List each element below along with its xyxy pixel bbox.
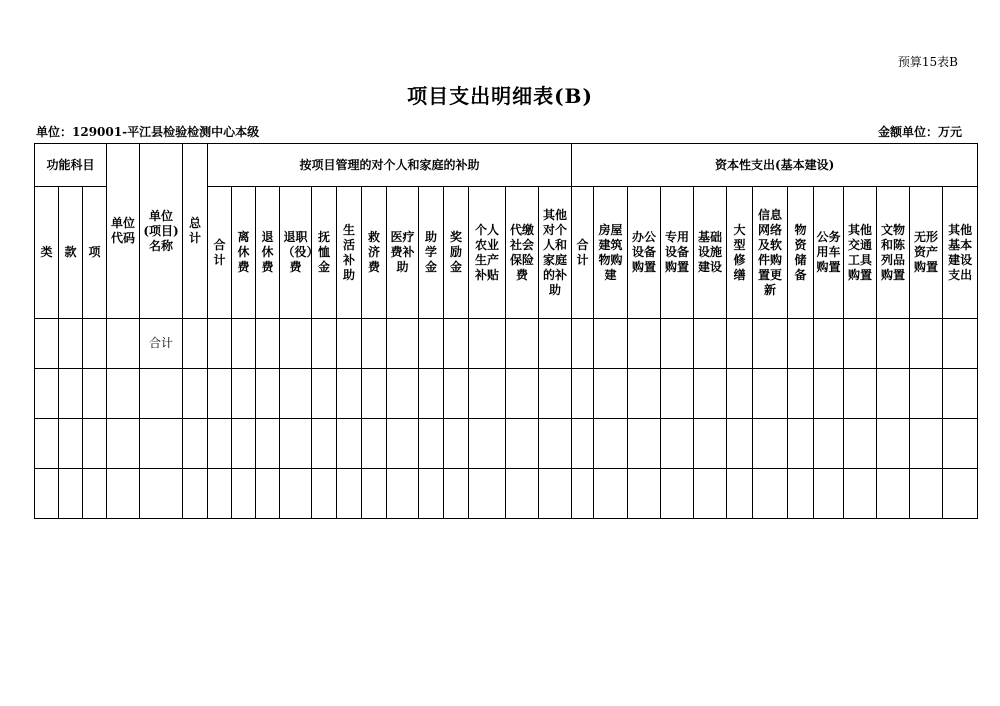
row-name-cell (140, 369, 183, 419)
unit-code-header: 单位代码 (107, 144, 140, 319)
expenditure-table (34, 143, 978, 519)
capital-col-header: 其他交通工具购置 (844, 187, 877, 319)
capital-expenditure-group-header: 资本性支出(基本建设) (572, 144, 978, 187)
row-name-cell: 合计 (140, 319, 183, 369)
row-name-cell (140, 469, 183, 519)
table-row (35, 319, 978, 369)
table-row (35, 369, 978, 419)
personal-col-header: 退职（役）费 (280, 187, 312, 319)
capital-col-header: 无形资产购置 (910, 187, 943, 319)
personal-col-header: 退休费 (256, 187, 280, 319)
capital-col-header: 大型修缮 (727, 187, 753, 319)
personal-col-header: 离休费 (232, 187, 256, 319)
personal-col-header: 救济费 (362, 187, 387, 319)
capital-col-header: 办公设备购置 (628, 187, 661, 319)
kuan-header: 款 (59, 187, 83, 319)
header-row-1 (35, 144, 978, 187)
page-title: 项目支出明细表(B) (407, 84, 593, 108)
table-row (35, 469, 978, 519)
row-name-cell (140, 419, 183, 469)
capital-col-header: 基础设施建设 (694, 187, 727, 319)
personal-col-header: 抚恤金 (312, 187, 337, 319)
personal-col-header: 奖励金 (444, 187, 469, 319)
reporting-unit: 单位：129001-平江县检验检测中心本级 (36, 125, 260, 139)
capital-col-header: 物资储备 (788, 187, 814, 319)
unit-name-header: 单位(项目)名称 (140, 144, 183, 319)
amount-unit: 金额单位：万元 (877, 125, 962, 139)
personal-col-header: 医疗费补助 (387, 187, 419, 319)
personal-col-header: 代缴社会保险费 (506, 187, 539, 319)
table-row (35, 419, 978, 469)
capital-col-header: 其他基本建设支出 (943, 187, 978, 319)
personal-col-header: 生活补助 (337, 187, 362, 319)
func-subject-header: 功能科目 (35, 144, 107, 187)
capital-col-header: 专用设备购置 (661, 187, 694, 319)
capital-col-header: 房屋建筑物购建 (594, 187, 628, 319)
form-number: 预算15表B (897, 55, 958, 69)
lei-header: 类 (35, 187, 59, 319)
capital-col-header: 文物和陈列品购置 (877, 187, 910, 319)
xiang-header: 项 (83, 187, 107, 319)
personal-col-header: 个人农业生产补贴 (469, 187, 506, 319)
personal-col-header: 其他对个人和家庭的补助 (539, 187, 572, 319)
capital-col-header: 公务用车购置 (814, 187, 844, 319)
personal-subsidy-group-header: 按项目管理的对个人和家庭的补助 (208, 144, 572, 187)
personal-col-header: 合计 (208, 187, 232, 319)
total-header: 总计 (183, 144, 208, 319)
capital-col-header: 信息网络及软件购置更新 (753, 187, 788, 319)
capital-col-header: 合计 (572, 187, 594, 319)
personal-col-header: 助学金 (419, 187, 444, 319)
